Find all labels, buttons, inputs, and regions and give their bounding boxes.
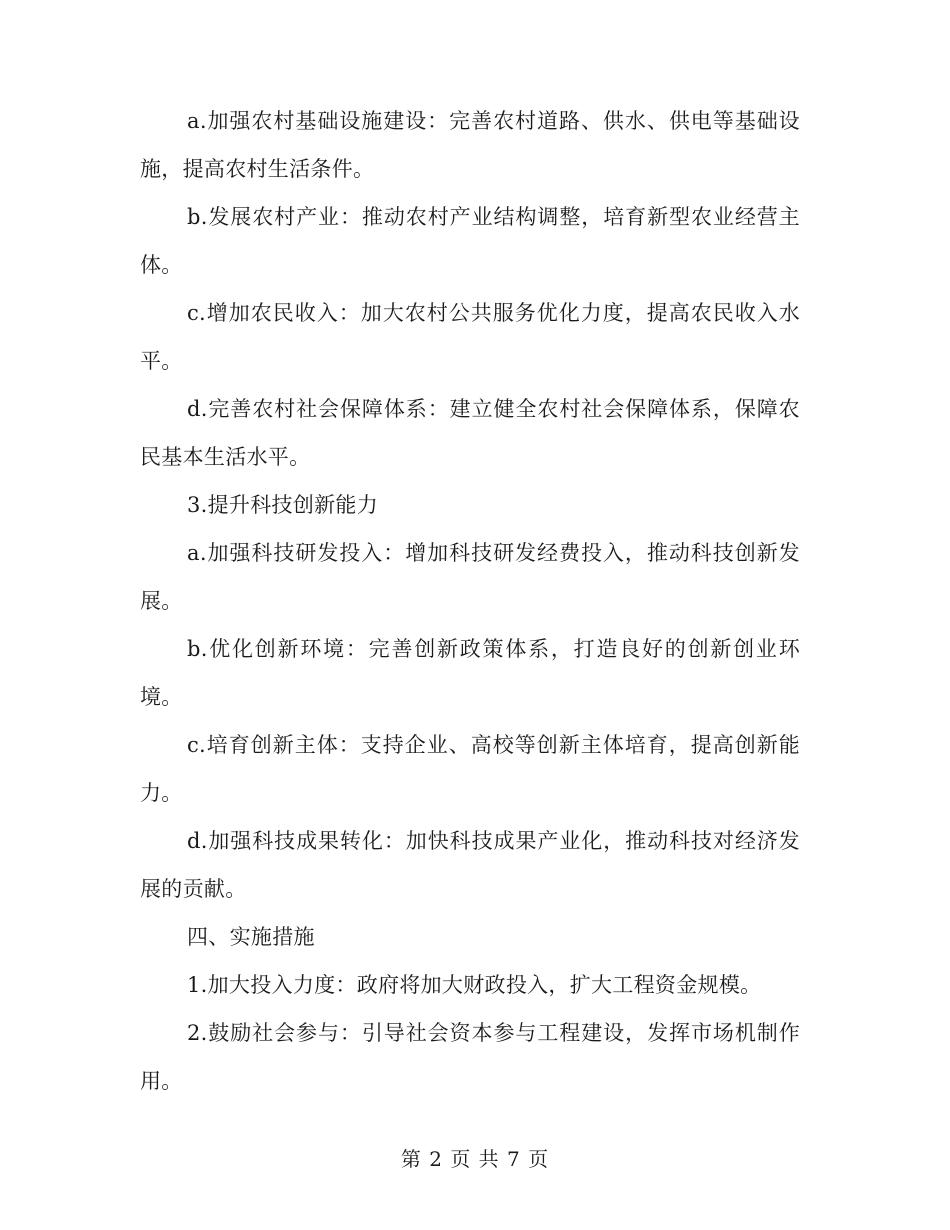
paragraph-social-participation: 2.鼓励社会参与：引导社会资本参与工程建设，发挥市场机制作用。 [140,1021,800,1093]
paragraph-rural-industry: b.发展农村产业：推动农村产业结构调整，培育新型农业经营主体。 [140,205,800,277]
heading-implementation: 四、实施措施 [187,925,315,949]
paragraph-farmer-income: c.增加农民收入：加大农村公共服务优化力度，提高农民收入水平。 [140,301,800,373]
heading-tech-innovation: 3.提升科技创新能力 [187,493,379,517]
paragraph-tech-transfer: d.加强科技成果转化：加快科技成果产业化，推动科技对经济发展的贡献。 [140,829,800,901]
paragraph-increase-investment: 1.加大投入力度：政府将加大财政投入，扩大工程资金规模。 [187,973,762,997]
paragraph-rural-infrastructure: a.加强农村基础设施建设：完善农村道路、供水、供电等基础设施，提高农村生活条件。 [140,109,800,181]
paragraph-rd-investment: a.加强科技研发投入：增加科技研发经费投入，推动科技创新发展。 [140,541,800,613]
paragraph-innovation-environment: b.优化创新环境：完善创新政策体系，打造良好的创新创业环境。 [140,637,800,709]
paragraph-social-security: d.完善农村社会保障体系：建立健全农村社会保障体系，保障农民基本生活水平。 [140,397,800,469]
page-number-footer: 第 2 页 共 7 页 [400,1147,550,1171]
document-page [140,97,800,1105]
paragraph-innovation-entities: c.培育创新主体：支持企业、高校等创新主体培育，提高创新能力。 [140,733,800,805]
